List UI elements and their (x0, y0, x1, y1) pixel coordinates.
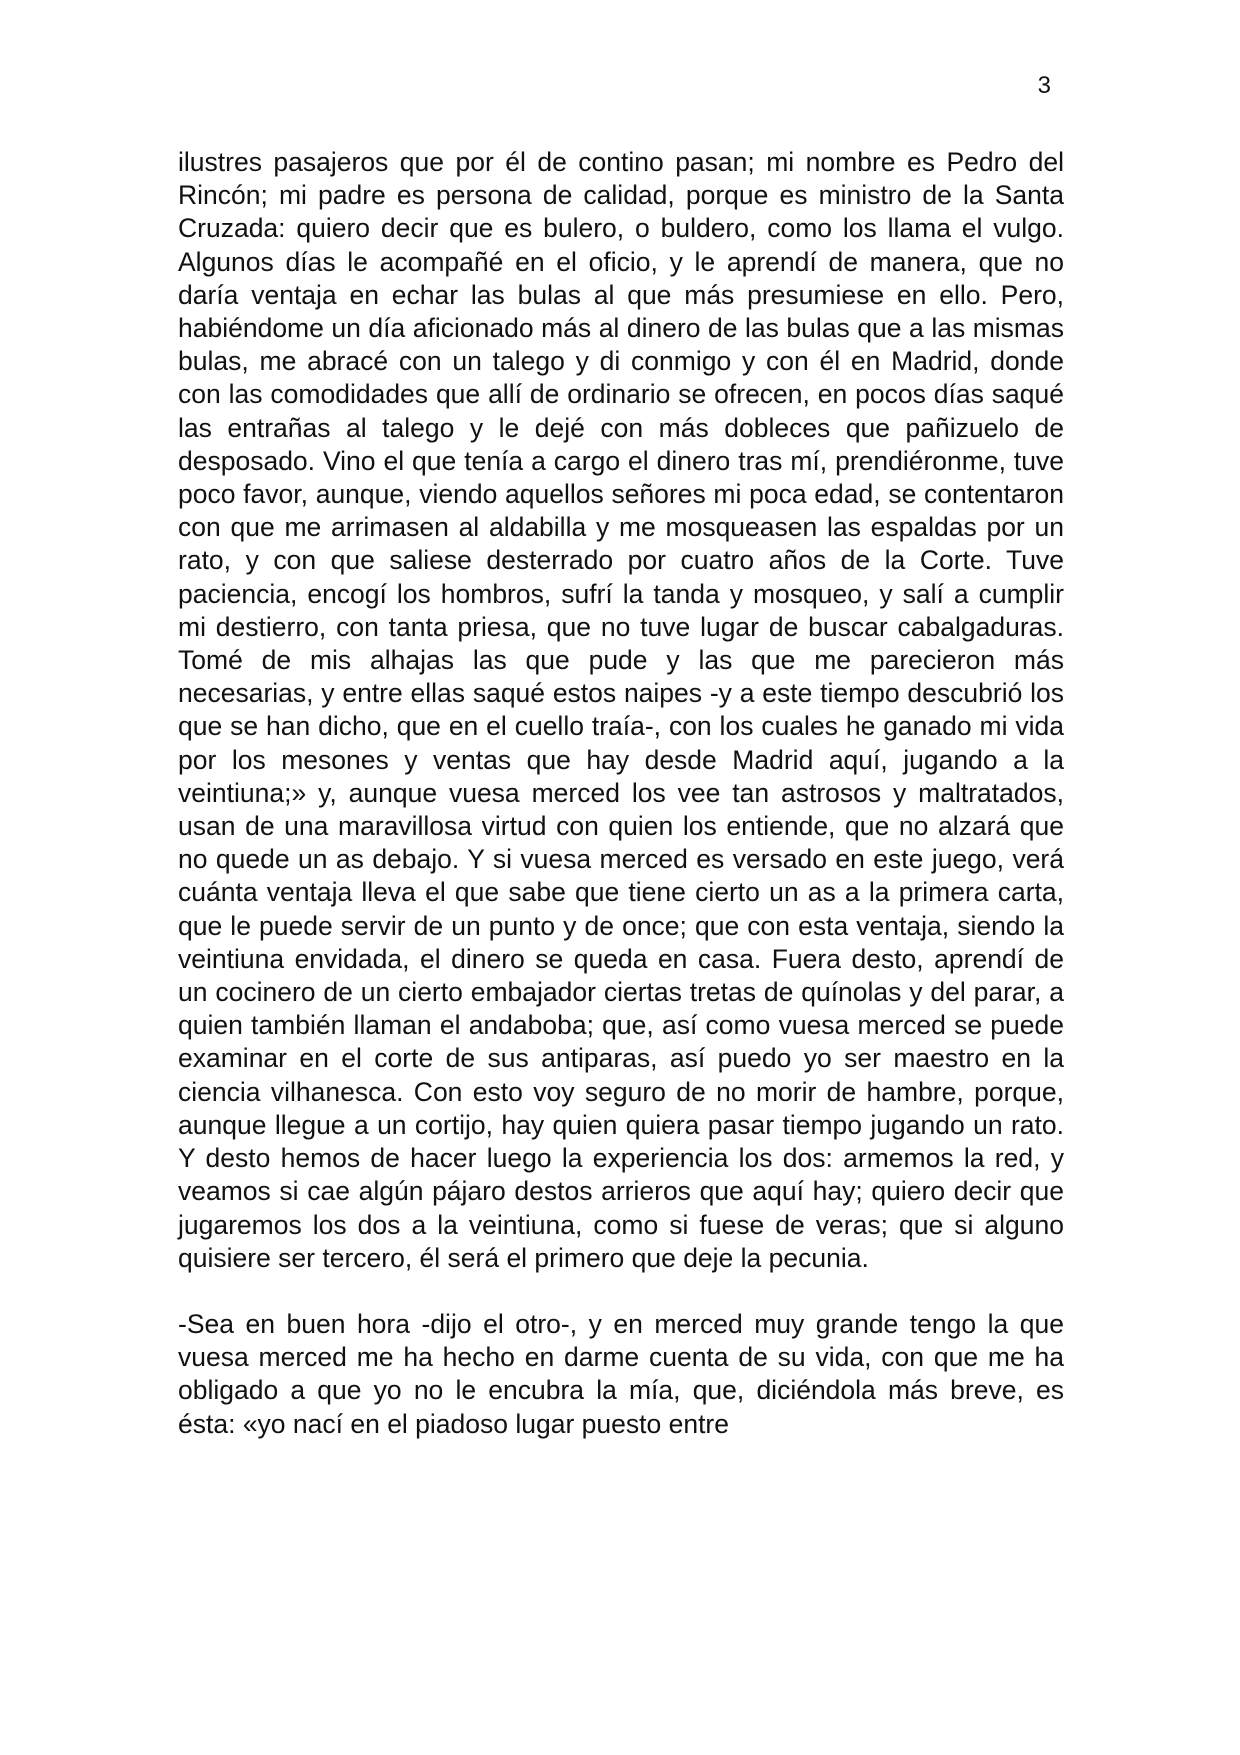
paragraph-2: -Sea en buen hora -dijo el otro-, y en merced muy grande tengo la que vuesa merced me ha hecho en darme cuenta de su vida, con que me ha obligado a que yo no le encubra la mía, que, diciéndola más breve, es ésta: «yo nací en el piadoso lugar puesto entre (178, 1308, 1064, 1439)
document-body (178, 146, 1064, 1441)
paragraph-1: ilustres pasajeros que por él de contino pasan; mi nombre es Pedro del Rincón; mi padre es persona de calidad, porque es ministro de la Santa Cruzada: quiero decir que es bulero, o buldero, como los llama el vulgo. Algunos días le acompañé en el oficio, y le aprendí de manera, que no daría ventaja en echar las bulas al que más presumiese en ello. Pero, habiéndome un día aficionado más al dinero de las bulas que a las mismas bulas, me abracé con un talego y di conmigo y con él en Madrid, donde con las comodidades que allí de ordinario se ofrecen, en pocos días saqué las entrañas al talego y le dejé con más dobleces que pañizuelo de desposado. Vino el que tenía a cargo el dinero tras mí, prendiéronme, tuve poco favor, aunque, viendo aquellos señores mi poca edad, se contentaron con que me arrimasen al aldabilla y me mosqueasen las espaldas por un rato, y con que saliese desterrado por cuatro años de la Corte. Tuve paciencia, encogí los hombros, sufrí la tanda y mosqueo, y salí a cumplir mi destierro, con tanta priesa, que no tuve lugar de buscar cabalgaduras. Tomé de mis alhajas las que pude y las que me parecieron más necesarias, y entre ellas saqué estos naipes -y a este tiempo descubrió los que se han dicho, que en el cuello traía-, con los cuales he ganado mi vida por los mesones y ventas que hay desde Madrid aquí, jugando a la veintiuna;» y, aunque vuesa merced los vee tan astrosos y maltratados, usan de una maravillosa virtud con quien los entiende, que no alzará que no quede un as debajo. Y si vuesa merced es versado en este juego, verá cuánta ventaja lleva el que sabe que tiene cierto un as a la primera carta, que le puede servir de un punto y de once; que con esta ventaja, siendo la veintiuna envidada, el dinero se queda en casa. Fuera desto, aprendí de un cocinero de un cierto embajador ciertas tretas de quínolas y del parar, a quien también llaman el andaboba; que, así como vuesa merced se puede examinar en el corte de sus antiparas, así puedo yo ser maestro en la ciencia vilhanesca. Con esto voy seguro de no morir de hambre, porque, aunque llegue a un cortijo, hay quien quiera pasar tiempo jugando un rato. Y desto hemos de hacer luego la experiencia los dos: armemos la red, y veamos si cae algún pájaro destos arrieros que aquí hay; quiero decir que jugaremos los dos a la veintiuna, como si fuese de veras; que si alguno quisiere ser tercero, él será el primero que deje la pecunia. (178, 147, 1064, 1273)
page-number: 3 (1037, 72, 1051, 99)
